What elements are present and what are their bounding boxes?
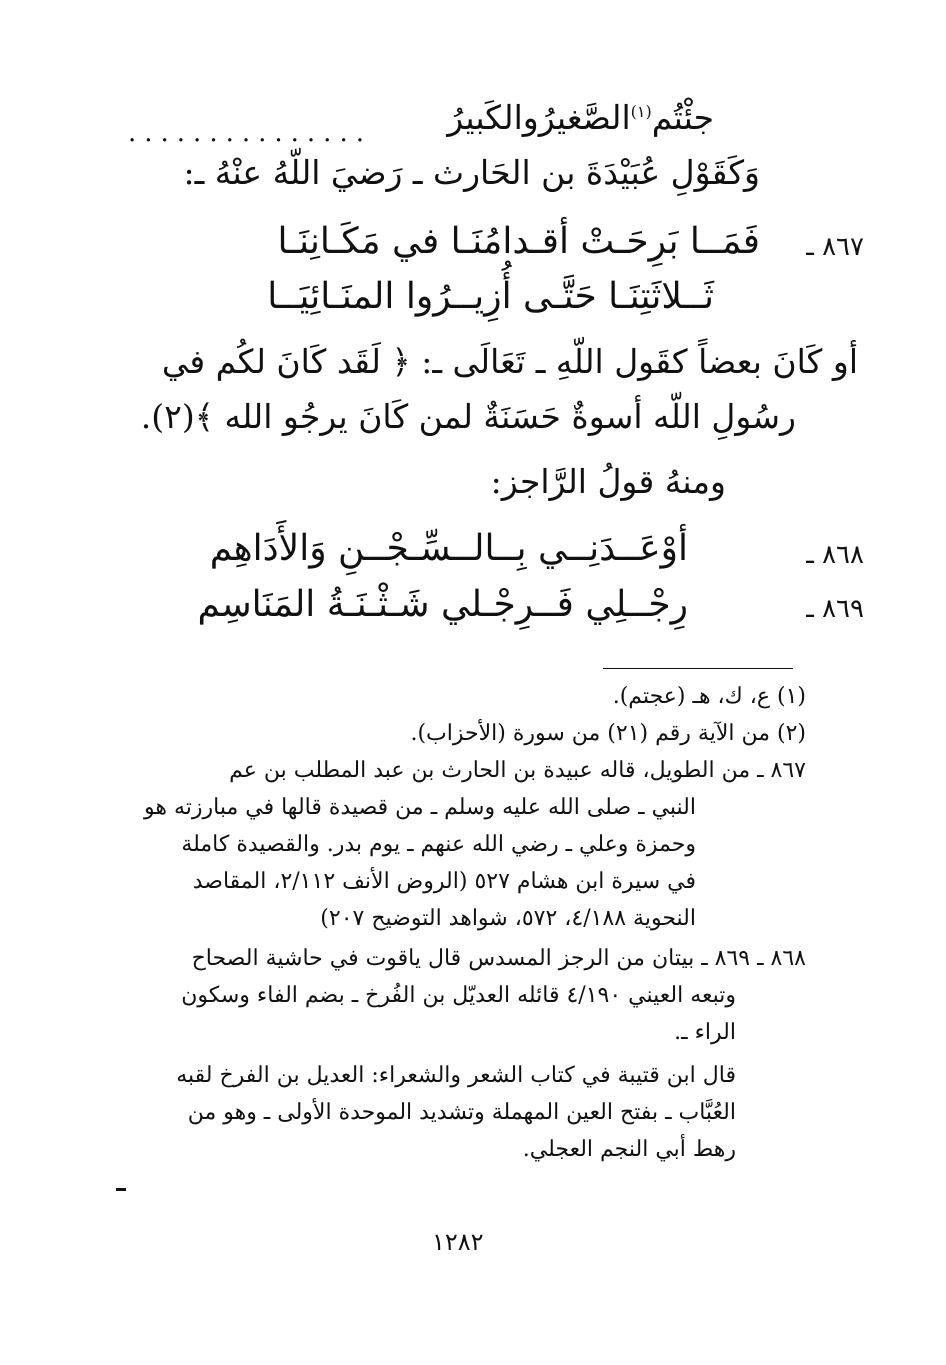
verse-868: أوْعَــدَنِــي بِــالــسِّـجْــنِ وَالأَدَاهِم (209, 528, 688, 569)
footnote-867-line-4: في سيرة ابن هشام ٥٢٧ (الروض الأنف ٢/١١٢، المقاصد (192, 869, 696, 894)
footnote-quote-line-1: قال ابن قتيبة في كتاب الشعر والشعراء: العديل بن الفرخ لقبه (176, 1063, 736, 1088)
footnote-868-line-3: الراء ـ. (674, 1020, 736, 1045)
footnote-868-line-2: وتبعه العيني ٤/١٩٠ قائله العديّل بن الفُرخ ـ بضم الفاء وسكون (181, 983, 736, 1008)
verse-fragment (447, 98, 714, 138)
verse-fragment-rest: الصَّغيرُوالكَبيرُ (447, 98, 631, 137)
verse-number-869: ٨٦٩ ـ (806, 594, 864, 624)
footnote-2: (٢) من الآية رقم (٢١) من سورة (الأحزاب). (410, 721, 806, 746)
verse-869: رِجْــلِي فَــرِجْـلي شَـثْـنَـةُ المَنَاسِم (197, 584, 688, 625)
verse-number-868: ٨٦٨ ـ (806, 540, 864, 570)
ink-mark (116, 1188, 126, 1191)
dotted-leader: ............... (128, 118, 372, 148)
footnote-867-line-5: النحوية ٤/١٨٨، ٥٧٢، شواهد التوضيح ٢٠٧) (320, 906, 696, 931)
footnote-quote-line-2: العُبَّاب ـ بفتح العين المهملة وتشديد الموحدة الأولى ـ وهو من (187, 1100, 736, 1125)
footnote-separator (603, 668, 793, 669)
verse-867-first-hemistich: فَمَــا بَرِحَـتْ أقـدامُنَـا في مَكَـانِنَـا (277, 221, 760, 262)
paragraph-line-1: أو كَانَ بعضاً كقَول اللّهِ ـ تَعَالَى ـ: ﴿ لَقَد كَانَ لكُم في (161, 342, 858, 381)
footnote-quote-line-3: رهط أبي النجم العجلي. (522, 1137, 736, 1162)
footnote-marker-1: (١) (630, 102, 652, 121)
intro-line-ubayda: وَكَقَوْلِ عُبَيْدَةَ بن الحَارث ـ رَضيَ اللّهُ عنْهُ ـ: (183, 153, 760, 192)
footnote-867-line-1: ٨٦٧ ـ من الطويل، قاله عبيدة بن الحارث بن عبد المطلب بن عم (229, 758, 806, 783)
verse-867-second-hemistich: ثَــلاثَتِنَـا حَتَّـى أُزِيــرُوا المنَـائِيَــا (267, 276, 714, 317)
footnote-1: (١) ع، ك، هـ (عجتم). (612, 684, 806, 709)
footnote-867-line-2: النبي ـ صلى الله عليه وسلم ـ من قصيدة قالها في مبارزته هو (144, 795, 696, 820)
rajaz-intro: ومنهُ قولُ الرَّاجز: (490, 462, 726, 501)
verse-number-867: ٨٦٧ ـ (806, 232, 864, 262)
page-number: ١٢٨٢ (432, 1228, 484, 1256)
footnote-868-line-1: ٨٦٨ ـ ٨٦٩ ـ بيتان من الرجز المسدس قال ياقوت في حاشية الصحاح (191, 946, 806, 971)
verse-fragment-word: جئْتُم (651, 98, 714, 137)
footnote-867-line-3: وحمزة وعلي ـ رضي الله عنهم ـ يوم بدر. والقصيدة كاملة (181, 832, 696, 857)
paragraph-line-2: رسُولِ اللّه أسوةٌ حَسَنَةٌ لمن كَانَ يرجُو الله ﴾(٢). (140, 397, 796, 436)
